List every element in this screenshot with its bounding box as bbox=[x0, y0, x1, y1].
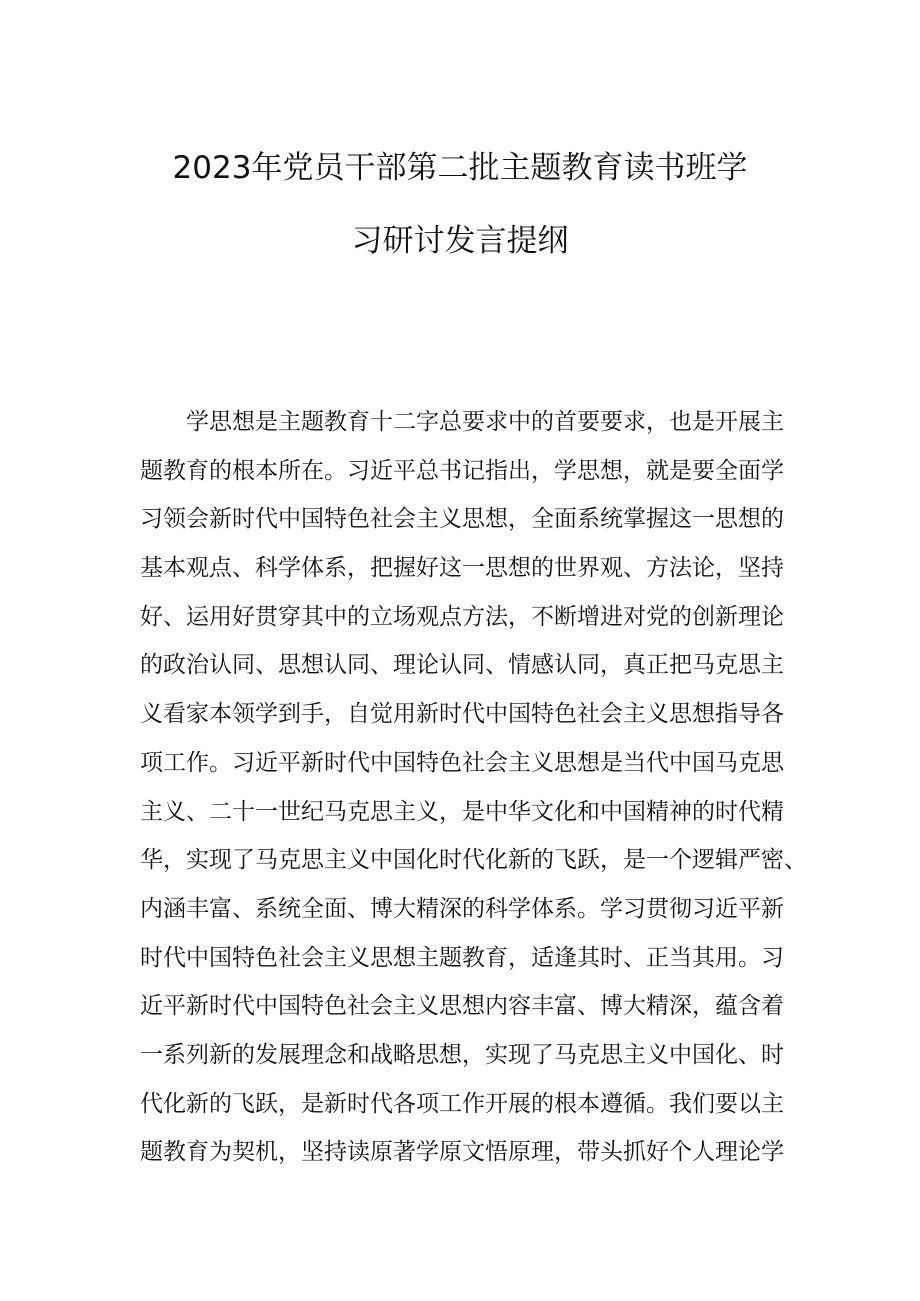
body-line: 代化新的飞跃，是新时代各项工作开展的根本遵循。我们要以主 bbox=[140, 1090, 784, 1117]
body-line: 义看家本领学到手，自觉用新时代中国特色社会主义思想指导各 bbox=[140, 701, 784, 728]
body-paragraph bbox=[140, 404, 807, 1183]
body-line: 华，实现了马克思主义中国化时代化新的飞跃，是一个逻辑严密、 bbox=[140, 847, 807, 874]
body-line: 好、运用好贯穿其中的立场观点方法，不断增进对党的创新理论 bbox=[140, 603, 784, 630]
body-line: 主义、二十一世纪马克思主义，是中华文化和中国精神的时代精 bbox=[140, 798, 784, 825]
body-line: 的政治认同、思想认同、理论认同、情感认同，真正把马克思主 bbox=[140, 652, 784, 679]
body-line: 学思想是主题教育十二字总要求中的首要要求，也是开展主 bbox=[186, 409, 784, 435]
document-title-line-2: 习研讨发言提纲 bbox=[351, 223, 569, 259]
body-line: 基本观点、科学体系，把握好这一思想的世界观、方法论，坚持 bbox=[140, 555, 784, 582]
body-line: 题教育为契机，坚持读原著学原文悟原理，带头抓好个人理论学 bbox=[140, 1139, 784, 1166]
body-line: 内涵丰富、系统全面、博大精深的科学体系。学习贯彻习近平新 bbox=[140, 895, 784, 922]
body-line: 题教育的根本所在。习近平总书记指出，学思想，就是要全面学 bbox=[140, 457, 784, 484]
body-line: 项工作。习近平新时代中国特色社会主义思想是当代中国马克思 bbox=[140, 749, 784, 776]
document-title-line-1: 2023年党员干部第二批主题教育读书班学 bbox=[172, 150, 748, 186]
body-line: 时代中国特色社会主义思想主题教育，适逢其时、正当其用。习 bbox=[140, 944, 784, 971]
body-line: 习领会新时代中国特色社会主义思想，全面系统掌握这一思想的 bbox=[140, 506, 784, 533]
body-line: 近平新时代中国特色社会主义思想内容丰富、博大精深，蕴含着 bbox=[140, 993, 784, 1020]
body-line: 一系列新的发展理念和战略思想，实现了马克思主义中国化、时 bbox=[140, 1041, 784, 1068]
